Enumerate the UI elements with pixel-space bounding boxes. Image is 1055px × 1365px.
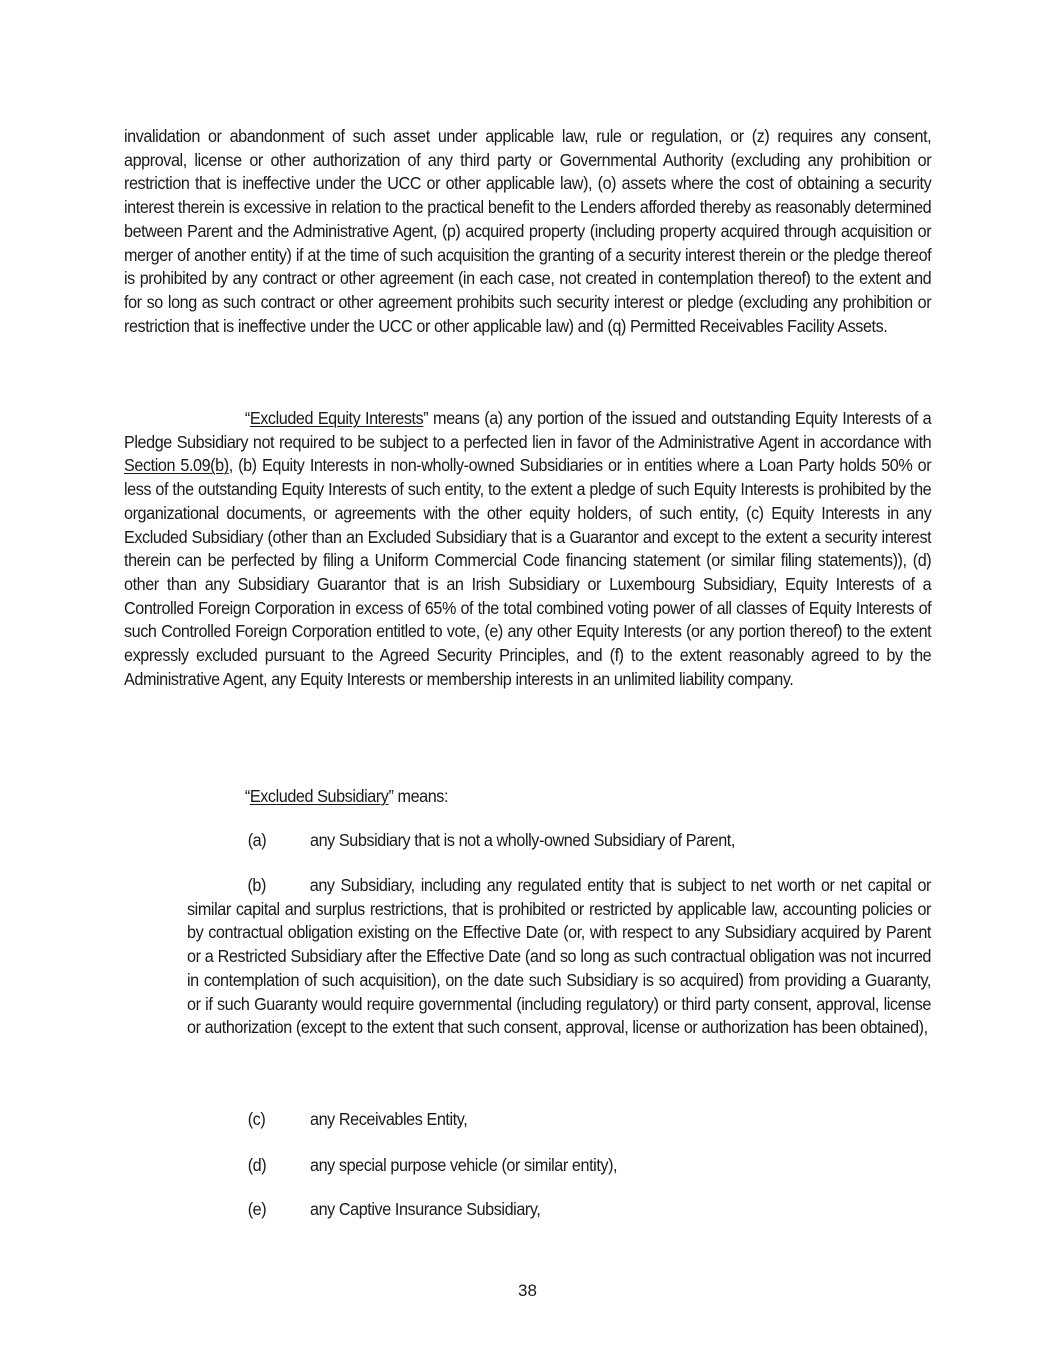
definition-text-continued: , (b) Equity Interests in non-wholly-owned Subsidiaries or in entities where a Loan Party holds 50% or less of the outstanding Equity Interests of such entity, to the extent a pledge of such Equity Interests is prohibited by the organizational documents, or agreements with the other equity holders, of such entity, (c) Equity Interests in any Excluded Subsidiary (other than an Excluded Subsidiary that is a Guarantor and except to the extent a security interest therein can be perfected by filing a Uniform Commercial Code financing statement (or similar filing statements)), (d) other than any Subsidiary Guarantor that is an Irish Subsidiary or Luxembourg Subsidiary, Equity Interests of a Controlled Foreign Corporation in excess of 65% of the total combined voting power of all classes of Equity Interests of such Controlled Foreign Corporation entitled to vote, (e) any other Equity Interests (or any portion thereof) to the extent expressly excluded pursuant to the Agreed Security Principles, and (f) to the extent reasonably agreed to by the Administrative Agent, any Equity Interests or membership interests in an unlimited liability company.: [124, 455, 932, 689]
item-label: (a): [247, 830, 267, 850]
item-text: any special purpose vehicle (or similar entity),: [310, 1155, 618, 1175]
item-text: any Subsidiary that is not a wholly-owned Subsidiary of Parent,: [310, 830, 735, 850]
close-quote: ”: [423, 408, 429, 428]
defined-term: Excluded Subsidiary: [249, 786, 389, 806]
item-text: any Subsidiary, including any regulated entity that is subject to net worth or net capital or similar capital and surplus restrictions, that is prohibited or restricted by applicable law, accounting policies or by contractual obligation existing on the Effective Date (or, with respect to any Subsidiary acquired by Parent or a Restricted Subsidiary after the Effective Date (and so long as such contractual obligation was not incurred in contemplation of such acquisition), on the date such Subsidiary is so acquired) from providing a Guaranty, or if such Guaranty would require governmental (including regulatory) or third party consent, approval, license or authorization (except to the extent that such consent, approval, license or authorization has been obtained),: [187, 875, 931, 1038]
continuation-paragraph: invalidation or abandonment of such asset under applicable law, rule or regulation, or (z) requires any consent, approval, license or other authorization of any third party or Governmental Authority (excluding any prohibition or restriction that is ineffective under the UCC or other applicable law), (o) assets where the cost of obtaining a security interest therein is excessive in relation to the practical benefit to the Lenders afforded thereby as reasonably determined between Parent and the Administrative Agent, (p) acquired property (including property acquired through acquisition or merger of another entity) if at the time of such acquisition the granting of a security interest therein or the pledge thereof is prohibited by any contract or other agreement (in each case, not created in contemplation thereof) to the extent and for so long as such contract or other agreement prohibits such security interest or pledge (excluding any prohibition or restriction that is ineffective under the UCC or other applicable law) and (q) Permitted Receivables Facility Assets.: [124, 126, 932, 336]
defined-term: Excluded Equity Interests: [249, 408, 424, 428]
definition-excluded-subsidiary: [124, 785, 931, 809]
list-item-c: [124, 1108, 931, 1132]
section-reference-link[interactable]: Section 5.09(b): [124, 455, 229, 476]
list-item-d: [124, 1154, 931, 1178]
close-quote: ”: [388, 786, 394, 806]
item-text: any Captive Insurance Subsidiary,: [310, 1199, 541, 1219]
open-quote: “: [244, 786, 250, 806]
item-label: (e): [247, 1199, 267, 1219]
item-label: (c): [247, 1109, 266, 1129]
item-label: (d): [247, 1155, 267, 1175]
page-number: 38: [518, 1281, 537, 1300]
item-label: (b): [247, 875, 266, 895]
list-item-e: [124, 1198, 931, 1222]
item-text: any Receivables Entity,: [310, 1109, 468, 1129]
definition-text: means (a) any portion of the issued and outstanding Equity Interests of a Pledge Subsidiary not required to be subject to a perfected lien in favor of the Administrative Agent in accordance with: [124, 408, 932, 452]
list-item-a: [124, 829, 931, 853]
list-item-b: [187, 874, 931, 1040]
definition-suffix: means:: [393, 786, 449, 806]
open-quote: “: [244, 408, 250, 428]
definition-excluded-equity-interests: [124, 407, 931, 691]
